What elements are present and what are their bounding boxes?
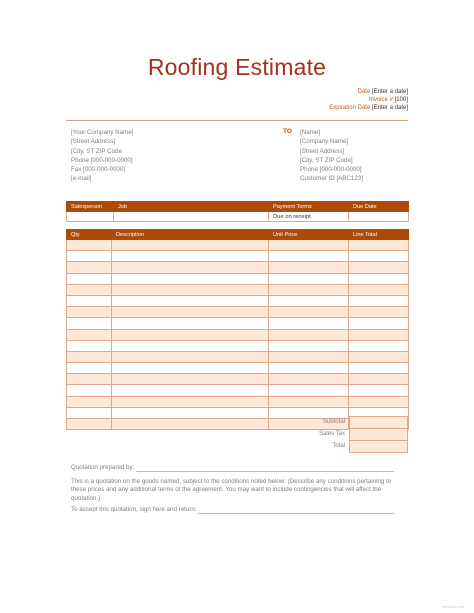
- line-total-header: Line Total: [349, 230, 409, 240]
- expiration-label: Expiration Date: [329, 105, 371, 111]
- prepared-by-signature-line[interactable]: [136, 464, 394, 472]
- line-total-cell[interactable]: [349, 396, 409, 407]
- date-value[interactable]: [Enter a date]: [371, 89, 408, 95]
- job-table-row: [67, 212, 409, 222]
- table-row: [67, 251, 409, 262]
- subtotal-label: Subtotal: [322, 419, 345, 425]
- salesperson-cell[interactable]: [67, 212, 114, 222]
- to-city[interactable]: [City, ST ZIP Code]: [300, 156, 353, 164]
- subtotal-row: [270, 416, 408, 428]
- table-row: [67, 374, 409, 385]
- line-total-cell[interactable]: [349, 273, 409, 284]
- table-row: [67, 240, 409, 251]
- line-total-cell[interactable]: [349, 240, 409, 251]
- description-cell[interactable]: [112, 240, 269, 251]
- job-header: Job: [114, 202, 269, 212]
- invoice-value[interactable]: [100]: [394, 97, 408, 103]
- qty-cell[interactable]: [67, 273, 112, 284]
- line-total-cell[interactable]: [349, 351, 409, 362]
- salesperson-header: Salesperson: [67, 202, 114, 212]
- qty-cell[interactable]: [67, 329, 112, 340]
- description-cell[interactable]: [112, 340, 269, 351]
- totals-block: [270, 416, 408, 452]
- invoice-row: [329, 96, 408, 104]
- description-cell[interactable]: [112, 374, 269, 385]
- table-row: [67, 396, 409, 407]
- description-cell[interactable]: [112, 396, 269, 407]
- accept-label: To accept this quotation, sign here and return:: [71, 506, 197, 513]
- unit-price-cell[interactable]: [269, 351, 349, 362]
- payment-terms-cell[interactable]: Due on receipt: [269, 212, 349, 222]
- qty-cell[interactable]: [67, 262, 112, 273]
- description-cell[interactable]: [112, 295, 269, 306]
- footer-watermark: Template.net: [441, 604, 464, 609]
- unit-price-cell[interactable]: [269, 295, 349, 306]
- to-company[interactable]: [Company Name]: [300, 138, 349, 146]
- table-row: [67, 273, 409, 284]
- qty-cell[interactable]: [67, 374, 112, 385]
- job-cell[interactable]: [114, 212, 269, 222]
- description-cell[interactable]: [112, 407, 269, 418]
- qty-cell[interactable]: [67, 284, 112, 295]
- description-cell[interactable]: [112, 385, 269, 396]
- table-row: [67, 351, 409, 362]
- invoice-label: Invoice #: [368, 97, 393, 103]
- qty-cell[interactable]: [67, 318, 112, 329]
- due-date-cell[interactable]: [349, 212, 409, 222]
- from-fax[interactable]: Fax [000-000-0000]: [71, 166, 126, 174]
- accept-line: [71, 506, 409, 514]
- header-divider: [66, 120, 408, 121]
- description-cell[interactable]: [112, 307, 269, 318]
- sales-tax-row: [270, 428, 408, 440]
- line-total-cell[interactable]: [349, 363, 409, 374]
- to-customer-id[interactable]: Customer ID [ABC123]: [300, 175, 363, 183]
- line-total-cell[interactable]: [349, 318, 409, 329]
- job-table-header: [67, 202, 409, 212]
- estimate-meta: [329, 88, 408, 112]
- qty-cell[interactable]: [67, 307, 112, 318]
- description-cell[interactable]: [112, 351, 269, 362]
- unit-price-cell[interactable]: [269, 374, 349, 385]
- line-total-cell[interactable]: [349, 385, 409, 396]
- qty-cell[interactable]: [67, 396, 112, 407]
- table-row: [67, 329, 409, 340]
- unit-price-cell[interactable]: [269, 396, 349, 407]
- to-phone[interactable]: Phone [000-000-0000]: [300, 166, 362, 174]
- sales-tax-label: Sales Tax: [319, 431, 345, 437]
- expiration-value[interactable]: [Enter a date]: [371, 105, 408, 111]
- unit-price-cell[interactable]: [269, 262, 349, 273]
- unit-price-cell[interactable]: [269, 251, 349, 262]
- total-row: [270, 440, 408, 452]
- quotation-terms: This is a quotation on the goods named, subject to the conditions noted below: (Describe any conditions pertaining to these prices and any additional terms of the agreement. You may want to include contingencies that will affect the quotation.): [71, 478, 392, 502]
- line-total-cell[interactable]: [349, 374, 409, 385]
- from-phone[interactable]: Phone [000-000-0000]: [71, 156, 133, 164]
- qty-cell[interactable]: [67, 419, 112, 430]
- description-cell[interactable]: [112, 318, 269, 329]
- line-total-cell[interactable]: [349, 251, 409, 262]
- description-cell[interactable]: [112, 284, 269, 295]
- to-street[interactable]: [Street Address]: [300, 147, 345, 155]
- description-cell[interactable]: [112, 273, 269, 284]
- unit-price-cell[interactable]: [269, 273, 349, 284]
- unit-price-cell[interactable]: [269, 329, 349, 340]
- from-email[interactable]: [e-mail]: [71, 175, 92, 183]
- qty-cell[interactable]: [67, 240, 112, 251]
- unit-price-cell[interactable]: [269, 340, 349, 351]
- description-cell[interactable]: [112, 363, 269, 374]
- table-row: [67, 284, 409, 295]
- date-label: Date: [357, 89, 371, 95]
- line-total-cell[interactable]: [349, 329, 409, 340]
- line-total-cell[interactable]: [349, 307, 409, 318]
- to-address: [300, 128, 363, 184]
- unit-price-cell[interactable]: [269, 385, 349, 396]
- table-row: [67, 307, 409, 318]
- line-total-cell[interactable]: [349, 262, 409, 273]
- accept-signature-line[interactable]: [198, 506, 394, 514]
- line-total-cell[interactable]: [349, 295, 409, 306]
- table-row: [67, 262, 409, 273]
- items-table-body: [67, 240, 409, 430]
- from-street[interactable]: [Street Address]: [71, 138, 116, 146]
- description-cell[interactable]: [112, 262, 269, 273]
- prepared-by-label: Quotation prepared by:: [71, 464, 135, 471]
- total-label: Total: [332, 443, 345, 449]
- from-company[interactable]: [Your Company Name]: [71, 129, 134, 136]
- from-city[interactable]: [City, ST ZIP Code: [71, 147, 122, 155]
- page-title: Roofing Estimate: [147, 54, 327, 80]
- description-cell[interactable]: [112, 251, 269, 262]
- qty-cell[interactable]: [67, 251, 112, 262]
- qty-cell[interactable]: [67, 295, 112, 306]
- payment-terms-header: Payment Terms: [269, 202, 349, 212]
- to-label: TO: [283, 128, 292, 135]
- qty-cell[interactable]: [67, 351, 112, 362]
- job-table: [66, 201, 409, 222]
- total-value[interactable]: [349, 440, 408, 453]
- items-table: [66, 229, 409, 430]
- unit-price-cell[interactable]: [269, 307, 349, 318]
- unit-price-cell[interactable]: [269, 240, 349, 251]
- table-row: [67, 295, 409, 306]
- table-row: [67, 318, 409, 329]
- unit-price-cell[interactable]: [269, 363, 349, 374]
- unit-price-cell[interactable]: [269, 284, 349, 295]
- table-row: [67, 363, 409, 374]
- qty-cell[interactable]: [67, 385, 112, 396]
- from-address: [71, 128, 133, 184]
- description-cell[interactable]: [112, 419, 269, 430]
- items-table-header: [67, 230, 409, 240]
- to-name[interactable]: [Name]: [300, 129, 320, 136]
- line-total-cell[interactable]: [349, 284, 409, 295]
- due-date-header: Due Date: [349, 202, 409, 212]
- date-row: [329, 88, 408, 96]
- description-header: Description: [112, 230, 269, 240]
- unit-price-header: Unit Price: [269, 230, 349, 240]
- prepared-by-line: [71, 464, 409, 472]
- qty-cell[interactable]: [67, 407, 112, 418]
- table-row: [67, 340, 409, 351]
- line-total-cell[interactable]: [349, 340, 409, 351]
- table-row: [67, 385, 409, 396]
- expiration-row: [329, 104, 408, 112]
- unit-price-cell[interactable]: [269, 318, 349, 329]
- qty-cell[interactable]: [67, 363, 112, 374]
- qty-cell[interactable]: [67, 340, 112, 351]
- qty-header: Qty: [67, 230, 112, 240]
- description-cell[interactable]: [112, 329, 269, 340]
